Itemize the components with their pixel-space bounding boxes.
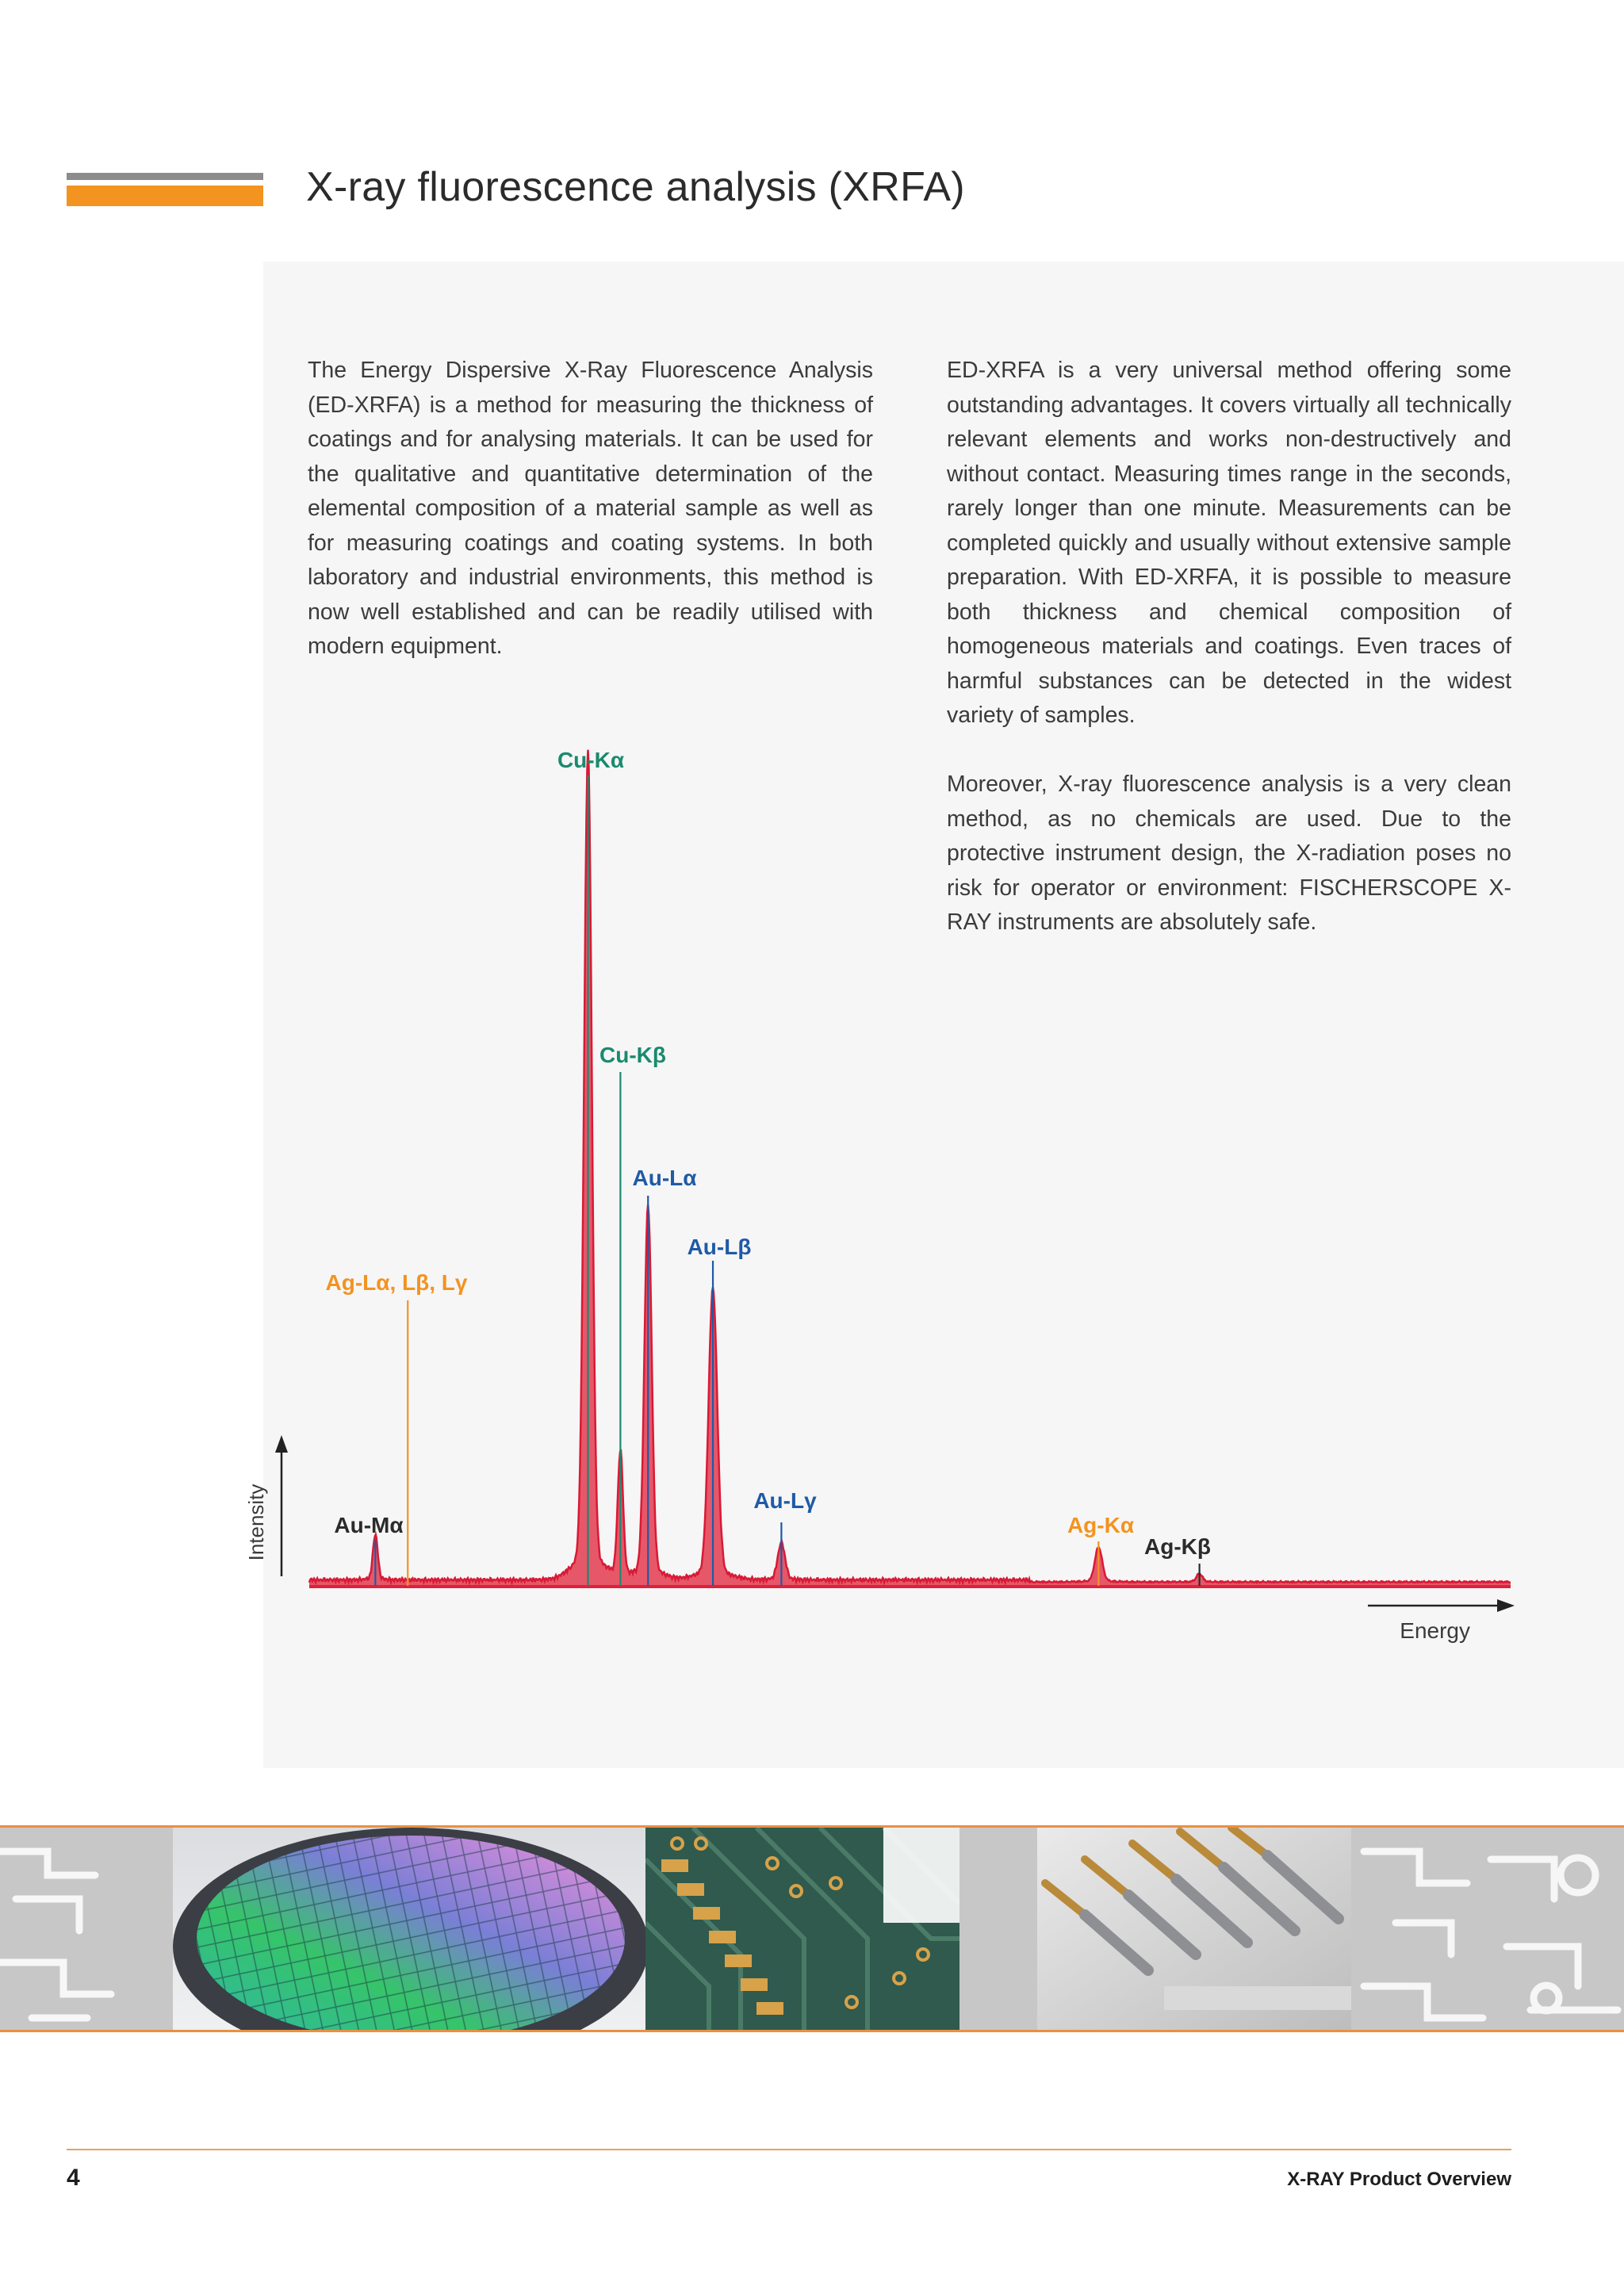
- peak-label: Ag-Lα, Lβ, Lγ: [325, 1270, 468, 1295]
- peak-label: Au-Mα: [334, 1513, 404, 1537]
- paragraph: ED-XRFA is a very universal method offering some outstanding advantages. It covers virtually all technically relevant elements and works non-destructively and without contact. Measuring times range in the seconds, rarely longer than one minute. Measurements can be completed quickly and usually without extensive sample preparation. With ED-XRFA, it is possible to measure both thickness and chemical composition of homogeneous materials and coatings. Even traces of harmful substances can be detected in the widest variety of samples.: [947, 358, 1511, 728]
- footer-title: X-RAY Product Overview: [1287, 2169, 1511, 2190]
- peak-label: Ag-Kα: [1067, 1513, 1135, 1537]
- y-axis-label: Intensity: [244, 1484, 268, 1561]
- connector-pins-photo: [1037, 1828, 1351, 2030]
- peak-label: Ag-Kβ: [1144, 1534, 1211, 1559]
- spectrum-svg: [230, 737, 1530, 1665]
- peak-label: Au-Lβ: [687, 1235, 752, 1259]
- peak-label-layer: [326, 748, 1211, 1586]
- xrf-spectrum-chart: [230, 737, 1530, 1665]
- paragraph: Moreover, X-ray fluorescence analysis is a very clean method, as no chemicals are used. Due to the protective instrument design, the X-radiation poses no risk for operator or environment: FISCHERSCOPE X-RAY instruments are absolutely safe.: [947, 771, 1511, 935]
- wafer-illustration: [173, 1828, 645, 2030]
- paragraph: The Energy Dispersive X-Ray Fluorescence Analysis (ED-XRFA) is a method for measuring the thickness of coatings and for analysing materials. It can be used for the qualitative and quantitative determination of the elemental composition of a material sample as well as for measuring coatings and coating systems. In both laboratory and industrial environments, this method is now well established and can be readily utilised with modern equipment.: [308, 358, 873, 659]
- left-text-column: [308, 354, 873, 699]
- connector-pins-illustration: [1037, 1828, 1351, 2030]
- peak-label: Au-Lγ: [753, 1488, 817, 1513]
- peak-label: Au-Lα: [632, 1166, 697, 1190]
- axes-layer: [244, 1435, 1515, 1643]
- wafer-photo: [173, 1828, 645, 2030]
- strip-bottom-line: [0, 2030, 1624, 2032]
- footer-line: [67, 2149, 1511, 2150]
- header-bar-grey: [67, 173, 263, 180]
- peak-label: Cu-Kα: [557, 748, 625, 772]
- circuit-board-photo: [645, 1828, 959, 2030]
- photo-strip: [0, 1828, 1624, 2030]
- y-axis-arrowhead: [275, 1435, 288, 1453]
- spectrum-line: [309, 750, 1511, 1583]
- spectrum-fill: [309, 750, 1511, 1586]
- page-title: X-ray fluorescence analysis (XRFA): [306, 164, 965, 210]
- header-bar-orange: [67, 186, 263, 206]
- x-axis-arrowhead: [1497, 1599, 1515, 1612]
- page-number: 4: [67, 2165, 80, 2191]
- x-axis-label: Energy: [1400, 1618, 1470, 1643]
- peak-label: Cu-Kβ: [599, 1043, 666, 1067]
- circuit-board-illustration: [645, 1828, 959, 2030]
